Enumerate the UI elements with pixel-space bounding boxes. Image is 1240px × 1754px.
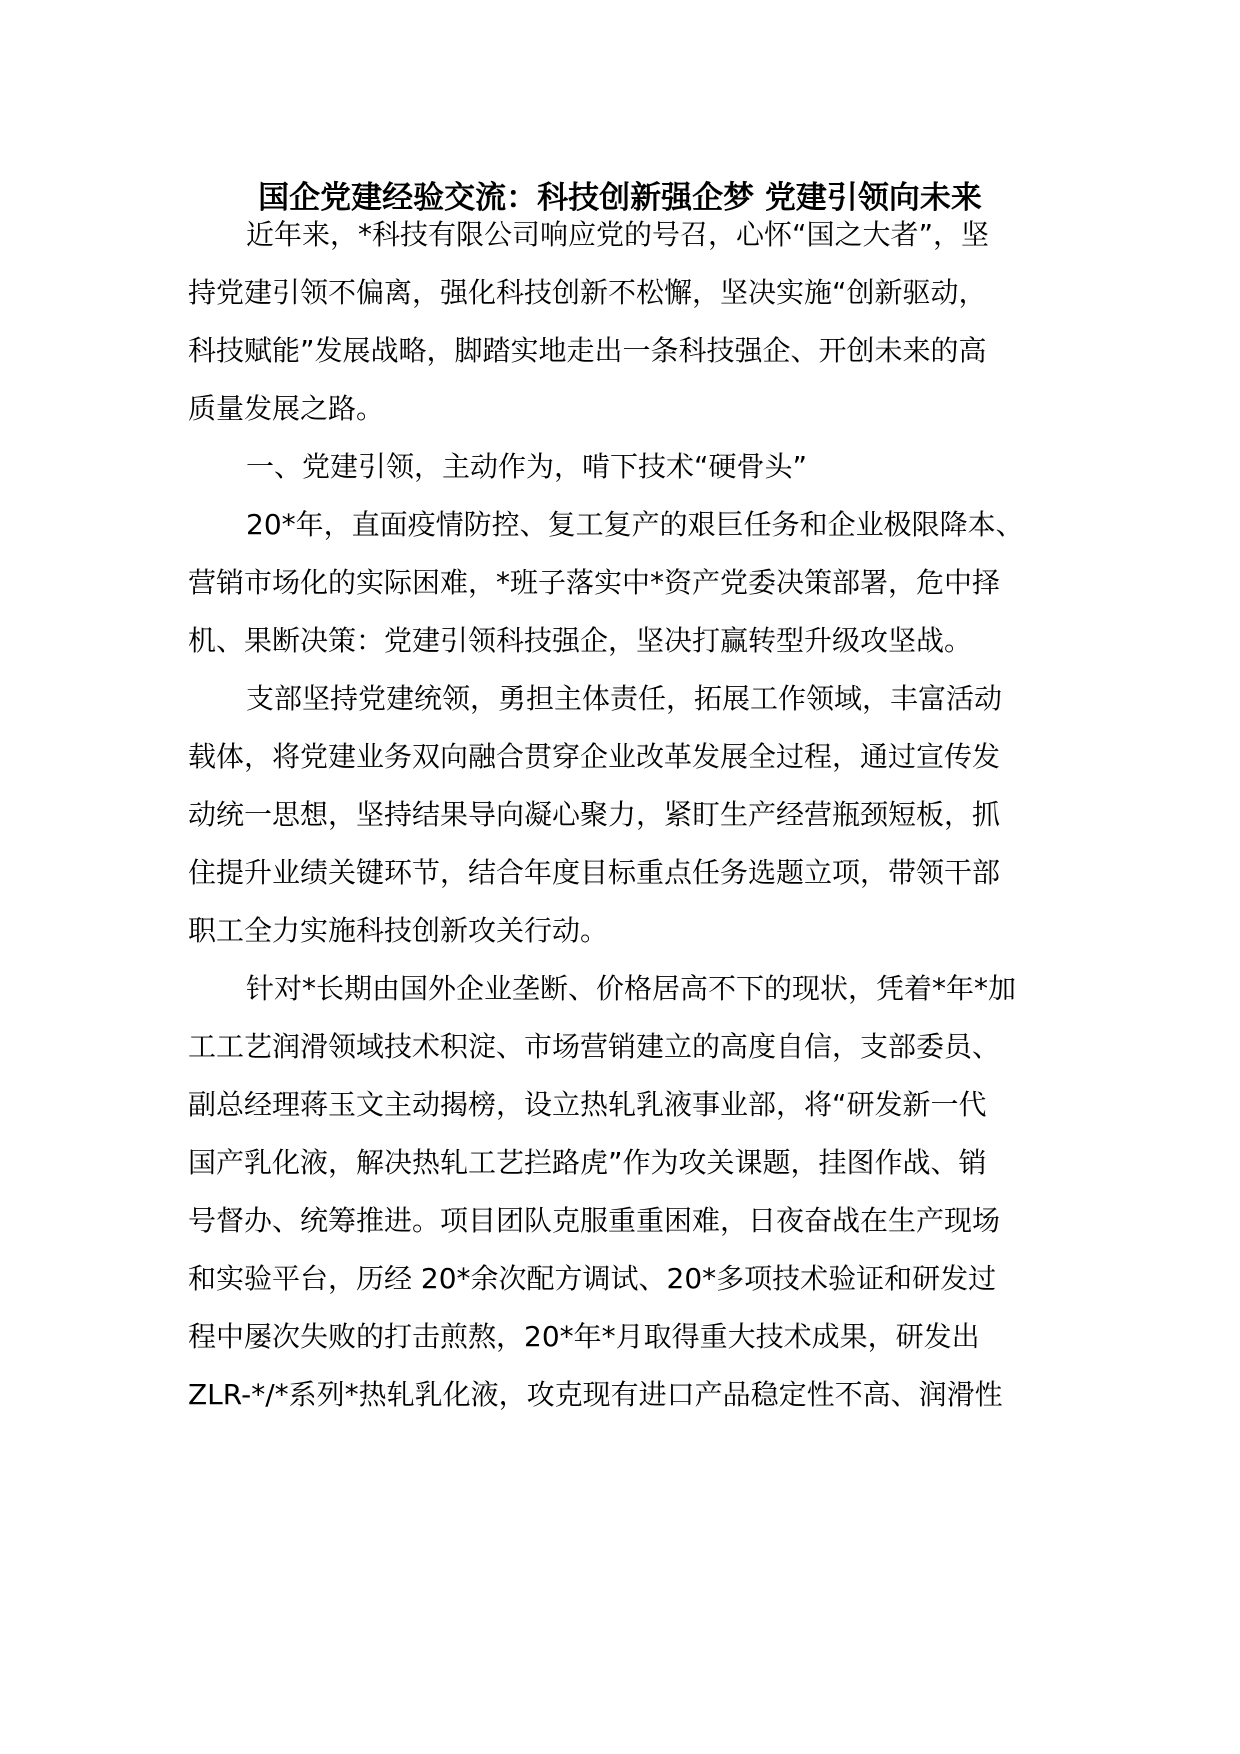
text-line: 载体，将党建业务双向融合贯穿企业改革发展全过程，通过宣传发 [188,740,1001,773]
document-title: 国企党建经验交流：科技创新强企梦 党建引领向未来 [258,180,982,216]
text-line: 副总经理蒋玉文主动揭榜，设立热轧乳液事业部，将“研发新一代 [188,1088,987,1121]
text-line: 科技赋能”发展战略，脚踏实地走出一条科技强企、开创未来的高 [188,334,987,367]
text-line: 程中屡次失败的打击煎熬，20*年*月取得重大技术成果，研发出 [188,1320,980,1353]
text-line: 工工艺润滑领域技术积淀、市场营销建立的高度自信，支部委员、 [188,1030,1001,1063]
text-line: 和实验平台，历经 20*余次配方调试、20*多项技术验证和研发过 [188,1262,997,1295]
text-line: 机、果断决策：党建引领科技强企，坚决打赢转型升级攻坚战。 [188,624,973,657]
text-line: 近年来，*科技有限公司响应党的号召，心怀“国之大者”，坚 [246,218,990,251]
text-line: 20*年，直面疫情防控、复工复产的艰巨任务和企业极限降本、 [246,508,1024,541]
text-line: 职工全力实施科技创新攻关行动。 [188,914,609,947]
text-line: 动统一思想，坚持结果导向凝心聚力，紧盯生产经营瓶颈短板，抓 [188,798,1001,831]
text-line: 持党建引领不偏离，强化科技创新不松懈，坚决实施“创新驱动， [188,276,987,309]
text-line: 住提升业绩关键环节，结合年度目标重点任务选题立项，带领干部 [188,856,1001,889]
text-line: 营销市场化的实际困难，*班子落实中*资产党委决策部署，危中择 [188,566,1001,599]
text-line: ZLR-*/*系列*热轧乳化液，攻克现有进口产品稳定性不高、润滑性 [188,1378,1003,1411]
text-line: 国产乳化液，解决热轧工艺拦路虎”作为攻关课题，挂图作战、销 [188,1146,987,1179]
section-heading: 一、党建引领，主动作为，啃下技术“硬骨头” [246,450,808,483]
text-line: 质量发展之路。 [188,392,385,425]
text-line: 针对*长期由国外企业垄断、价格居高不下的现状，凭着*年*加 [246,972,1017,1005]
text-line: 支部坚持党建统领，勇担主体责任，拓展工作领域，丰富活动 [246,682,1003,715]
text-line: 号督办、统筹推进。项目团队克服重重困难，日夜奋战在生产现场 [188,1204,1001,1237]
